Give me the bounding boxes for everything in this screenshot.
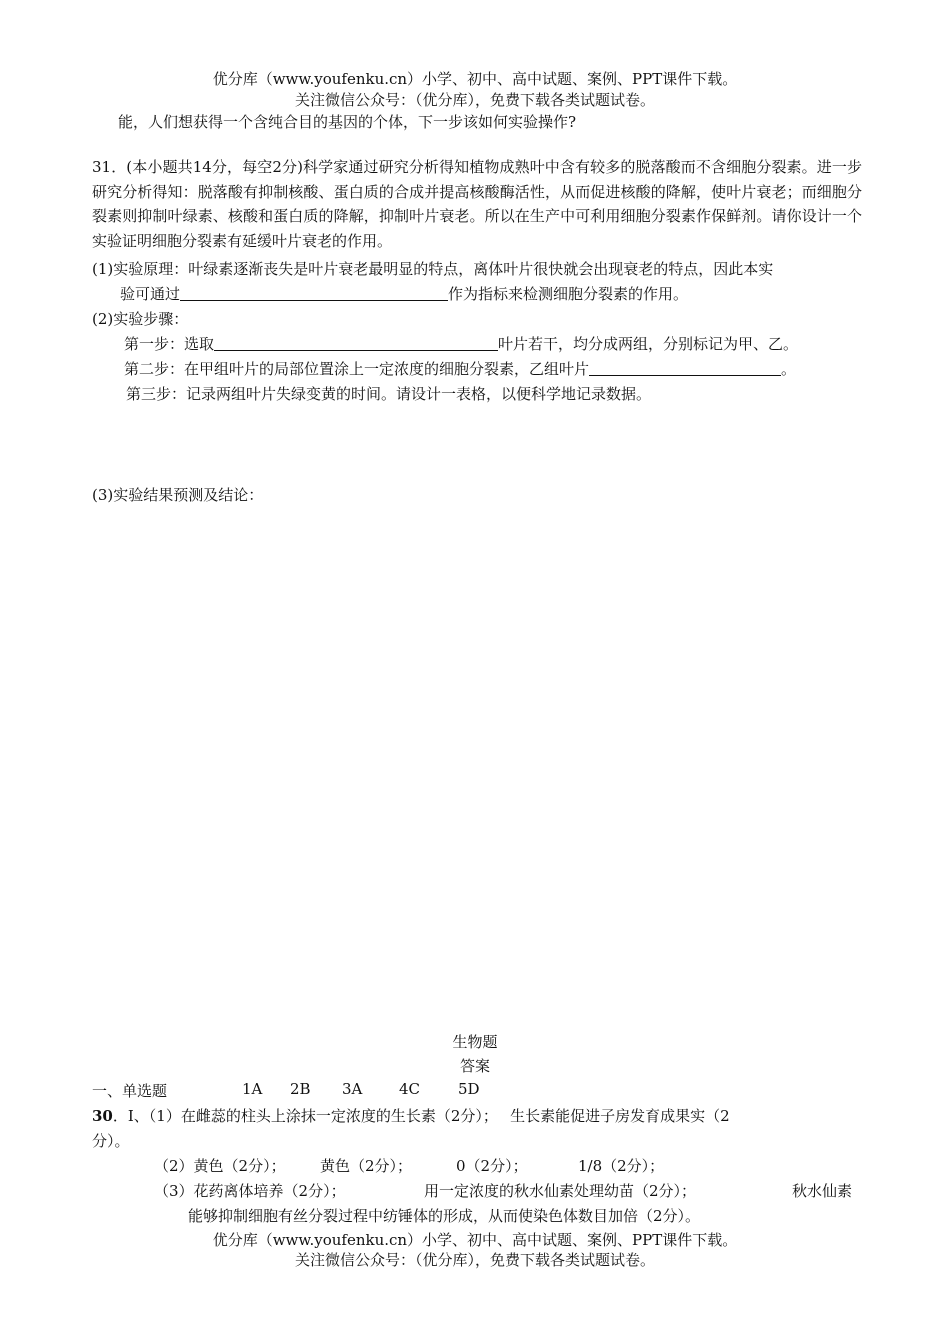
page-header-line1: 优分库（www.youfenku.cn）小学、初中、高中试题、案例、PPT课件下载。 (212, 70, 738, 88)
answer-blank-indicator[interactable] (180, 286, 448, 301)
q31-step2-text-b: 。 (781, 360, 797, 378)
q30-part1-text: ．Ⅰ、（1）在雌蕊的柱头上涂抹一定浓度的生长素（2分）； 生长素能促进子房发育成果实（2 (112, 1107, 730, 1125)
question-31-intro: 31．(本小题共14分，每空2分)科学家通过研究分析得知植物成熟叶中含有较多的脱落酸而不含细胞分裂素。进一步研究分析得知：脱落酸有抑制核酸、蛋白质的合成并提高核酸酶活性，从而促进核酸的降解，使叶片衰老；而细胞分裂素则抑制叶绿素、核酸和蛋白质的降解，抑制叶片衰老。所以在生产中可利用细胞分裂素作保鲜剂。请你设计一个实验证明细胞分裂素有延缓叶片衰老的作用。 (92, 158, 862, 250)
mc-answer: 2B (290, 1080, 311, 1098)
mc-answers-row (92, 1080, 167, 1101)
q31-principle-text-a: 验可通过 (120, 285, 181, 303)
answers-title: 生物题 (452, 1033, 498, 1051)
mc-answer: 5D (458, 1080, 480, 1098)
q30-answer-2a: （2）黄色（2分）； (154, 1157, 286, 1175)
q30-answer-line1-cont: 分）。 (92, 1132, 130, 1150)
q31-steps-title: (2)实验步骤： (92, 310, 189, 328)
q31-step2-text-a: 第二步：在甲组叶片的局部位置涂上一定浓度的细胞分裂素，乙组叶片 (124, 360, 590, 378)
q31-principle-line2 (120, 283, 688, 304)
q31-step3: 第三步：记录两组叶片失绿变黄的时间。请设计一表格，以便科学地记录数据。 (126, 385, 652, 403)
q30-number: 30 (92, 1107, 113, 1125)
page-footer-line1: 优分库（www.youfenku.cn）小学、初中、高中试题、案例、PPT课件下载。 (212, 1231, 738, 1249)
q31-principle-text-b: 作为指标来检测细胞分裂素的作用。 (448, 285, 689, 303)
q30-answer-2d: 1/8（2分）； (578, 1157, 665, 1175)
q31-step1-text-a: 第一步：选取 (124, 335, 215, 353)
q30-answer-2c: 0（2分）； (456, 1157, 528, 1175)
mc-answer: 3A (342, 1080, 363, 1098)
q31-step1 (124, 333, 798, 354)
answer-blank-leaf-type[interactable] (214, 336, 498, 351)
q31-step1-text-b: 叶片若干，均分成两组，分别标记为甲、乙。 (498, 335, 799, 353)
q30-answer-3b: 用一定浓度的秋水仙素处理幼苗（2分）； (424, 1182, 697, 1200)
mc-answer: 1A (242, 1080, 263, 1098)
q31-step2 (124, 358, 796, 379)
page-header-line2: 关注微信公众号：（优分库），免费下载各类试题试卷。 (294, 91, 655, 109)
q30-answer-3d: 能够抑制细胞有丝分裂过程中纺锤体的形成，从而使染色体数目加倍（2分）。 (188, 1207, 701, 1225)
q30-answer-line1 (92, 1105, 730, 1126)
page-footer-line2: 关注微信公众号：（优分库），免费下载各类试题试卷。 (294, 1251, 655, 1269)
answers-subtitle: 答案 (459, 1057, 490, 1075)
q31-results-title: (3)实验结果预测及结论： (92, 486, 264, 504)
mc-label: 一、单选题 (92, 1082, 168, 1100)
q31-principle-line1: (1)实验原理：叶绿素逐渐丧失是叶片衰老最明显的特点，离体叶片很快就会出现衰老的特点，因此本实 (92, 260, 774, 278)
mc-answer: 4C (399, 1080, 421, 1098)
carryover-text: 能，人们想获得一个含纯合目的基因的个体，下一步该如何实验操作? (118, 113, 577, 131)
answer-blank-control-treatment[interactable] (589, 361, 781, 376)
q30-answer-2b: 黄色（2分）； (320, 1157, 413, 1175)
q30-answer-3c: 秋水仙素 (792, 1182, 853, 1200)
q30-answer-3a: （3）花药离体培养（2分）； (154, 1182, 346, 1200)
